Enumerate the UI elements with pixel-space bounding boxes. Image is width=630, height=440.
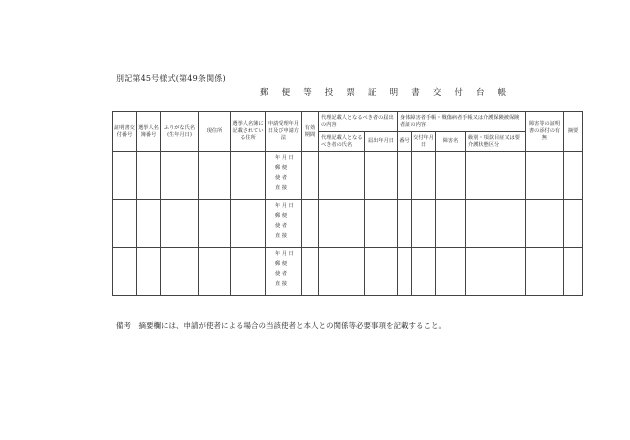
header-name: ふりがな氏名(生年月日) xyxy=(161,112,199,152)
table-cell[interactable] xyxy=(526,152,564,200)
table-cell[interactable] xyxy=(466,152,526,200)
header-disability-name: 障害名 xyxy=(436,132,466,152)
table-cell[interactable] xyxy=(161,152,199,200)
table-cell[interactable] xyxy=(319,248,365,296)
method-cell xyxy=(266,248,302,296)
header-proxy-report-date: 届出年月日 xyxy=(365,132,398,152)
header-handbook-group: 身体障害者手帳・戦傷病者手帳又は介護保険被保険者証の内容 xyxy=(398,112,526,132)
table-cell[interactable] xyxy=(302,152,319,200)
remarks-note: 備考 摘要欄には、申請が使者による場合の当該使者と本人との関係等必要事項を記載すること。 xyxy=(116,321,446,330)
method-option: 直 接 xyxy=(275,233,288,239)
method-option: 郵 便 xyxy=(275,165,288,171)
table-cell[interactable] xyxy=(199,248,231,296)
document-title: 郵 便 等 投 票 証 明 書 交 付 台 帳 xyxy=(260,88,512,98)
table-cell[interactable] xyxy=(199,200,231,248)
table-cell[interactable] xyxy=(436,152,466,200)
header-request-date-method: 申請受理年月日及び申請方法 xyxy=(266,112,302,152)
table-cell[interactable] xyxy=(526,200,564,248)
method-option: 直 接 xyxy=(275,185,288,191)
ledger-table xyxy=(112,111,583,296)
header-proxy-group: 代理記載人となるべき者の届出の内容 xyxy=(319,112,398,132)
form-number-label: 別記第45号様式(第49条関係) xyxy=(116,74,226,83)
method-option: 直 接 xyxy=(275,281,288,287)
header-registered-address: 選挙人名簿に記載されている住所 xyxy=(231,112,266,152)
table-cell[interactable] xyxy=(398,200,412,248)
table-cell[interactable] xyxy=(137,248,161,296)
table-cell[interactable] xyxy=(398,248,412,296)
header-handbook-no: 番号 xyxy=(398,132,412,152)
method-option: 郵 便 xyxy=(275,213,288,219)
table-cell[interactable] xyxy=(466,200,526,248)
table-cell[interactable] xyxy=(137,200,161,248)
header-cert-date: 障害等の証明書の添付の有無 xyxy=(526,112,564,152)
table-cell[interactable] xyxy=(466,248,526,296)
method-option: 使 者 xyxy=(275,175,288,181)
table-cell[interactable] xyxy=(564,248,583,296)
table-cell[interactable] xyxy=(365,200,398,248)
table-row xyxy=(113,152,583,200)
header-address: 現住所 xyxy=(199,112,231,152)
table-cell[interactable] xyxy=(319,152,365,200)
method-option: 郵 便 xyxy=(275,261,288,267)
table-cell[interactable] xyxy=(412,200,436,248)
table-cell[interactable] xyxy=(436,248,466,296)
header-validity-period: 有効期間 xyxy=(302,112,319,152)
method-option: 年 月 日 xyxy=(275,155,294,161)
table-cell[interactable] xyxy=(319,200,365,248)
table-cell[interactable] xyxy=(231,152,266,200)
method-cell xyxy=(266,200,302,248)
table-cell[interactable] xyxy=(231,200,266,248)
header-cert-no: 証明書交付番号 xyxy=(113,112,137,152)
table-cell[interactable] xyxy=(365,152,398,200)
table-cell[interactable] xyxy=(398,152,412,200)
table-cell[interactable] xyxy=(137,152,161,200)
table-cell[interactable] xyxy=(526,248,564,296)
header-proxy-name: 代理記載人となるべき者の氏名 xyxy=(319,132,365,152)
table-cell[interactable] xyxy=(436,200,466,248)
table-cell[interactable] xyxy=(302,248,319,296)
method-option: 年 月 日 xyxy=(275,251,294,257)
table-cell[interactable] xyxy=(564,152,583,200)
table-row xyxy=(113,248,583,296)
header-voter-no: 選挙人名簿番号 xyxy=(137,112,161,152)
header-grade: 級別・項款目症又は要介護状態区分 xyxy=(466,132,526,152)
table-cell[interactable] xyxy=(113,248,137,296)
table-cell[interactable] xyxy=(302,200,319,248)
table-cell[interactable] xyxy=(113,152,137,200)
table-cell[interactable] xyxy=(161,200,199,248)
table-cell[interactable] xyxy=(161,248,199,296)
table-cell[interactable] xyxy=(231,248,266,296)
method-option: 使 者 xyxy=(275,223,288,229)
table-cell[interactable] xyxy=(412,152,436,200)
header-handbook-issue-date: 交付年月日 xyxy=(412,132,436,152)
table-cell[interactable] xyxy=(564,200,583,248)
table-row xyxy=(113,200,583,248)
header-remarks: 摘要 xyxy=(564,112,583,152)
method-option: 年 月 日 xyxy=(275,203,294,209)
method-cell xyxy=(266,152,302,200)
table-cell[interactable] xyxy=(199,152,231,200)
table-cell[interactable] xyxy=(365,248,398,296)
table-cell[interactable] xyxy=(113,200,137,248)
method-option: 使 者 xyxy=(275,271,288,277)
table-cell[interactable] xyxy=(412,248,436,296)
ledger-body xyxy=(113,152,583,296)
